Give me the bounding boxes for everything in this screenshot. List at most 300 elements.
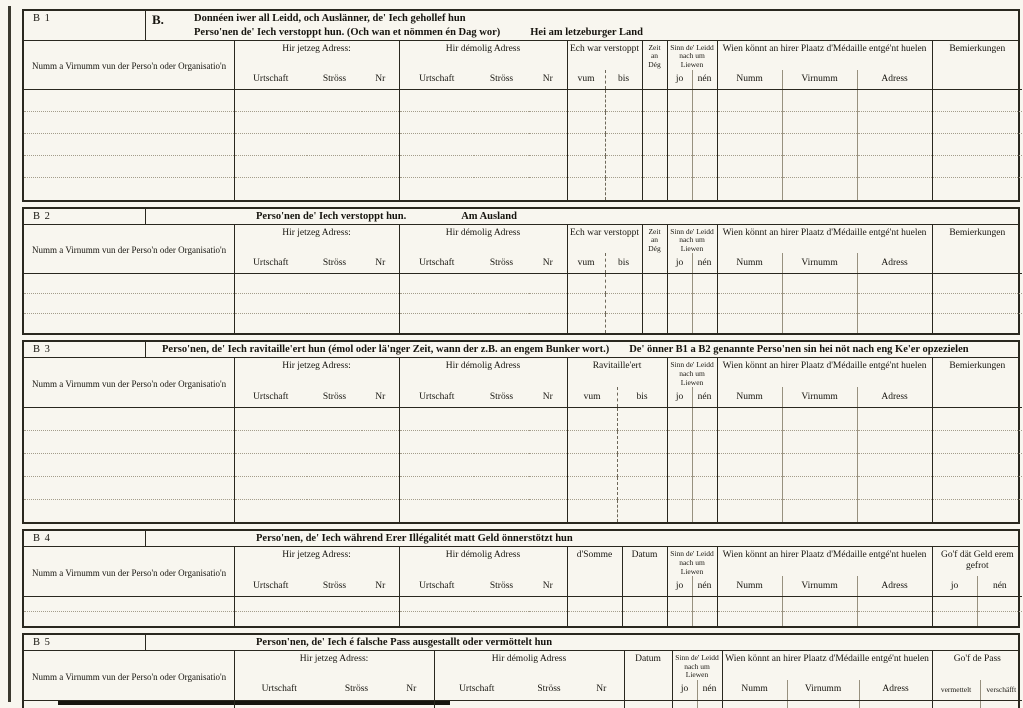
empty-cell [362,453,399,476]
col-header-jo: jo [667,253,692,273]
b3-table [24,358,1022,522]
col-header-alive: Sinn de' Leidd nach um Liewen [667,41,717,70]
b2-table [24,225,1022,334]
empty-cell [24,134,234,156]
b1-group-header-row [24,41,1022,70]
empty-cell [324,700,389,708]
empty-cell [667,476,692,499]
col-header-current-address: Hir jetzeg Adress: [234,41,399,70]
empty-cell [667,453,692,476]
col-header-urtschaft: Urtschaft [234,387,307,407]
col-header-zeit-an-deg: Zeit an Dég [642,225,667,274]
empty-cell [857,453,932,476]
empty-cell [977,596,1022,611]
empty-cell [717,178,782,200]
col-header-alive: Sinn de' Leidd nach um Liewen [667,225,717,254]
empty-cell [474,596,529,611]
empty-cell [362,430,399,453]
col-header-alive: Sinn de' Leidd nach um Liewen [667,358,717,387]
table-row [24,90,1022,112]
empty-cell [932,407,1022,430]
empty-cell [529,313,567,333]
table-row [24,178,1022,200]
col-header-stross: Ströss [307,70,362,90]
col-header-medal: Wien könnt an hirer Plaatz d'Médaille entgé'nt huelen [717,547,932,576]
col-header-virnumm: Virnumm [782,576,857,596]
b3-group-header-row [24,358,1022,387]
empty-cell [782,90,857,112]
col-header-jo: jo [672,680,697,700]
empty-cell [932,293,1022,313]
empty-cell [529,178,567,200]
empty-cell [692,178,717,200]
col-header-nr: Nr [389,680,434,700]
empty-cell [474,112,529,134]
empty-cell [234,700,324,708]
empty-cell [234,430,307,453]
empty-cell [24,499,234,522]
empty-cell [692,90,717,112]
empty-cell [529,293,567,313]
col-header-current-address: Hir jetzeg Adress: [234,547,399,576]
col-header-hidden-period: Ech war verstoppt [567,41,642,70]
empty-cell [399,134,474,156]
empty-cell [782,407,857,430]
empty-cell [782,273,857,293]
empty-cell [857,313,932,333]
empty-cell [567,499,617,522]
col-header-urtschaft: Urtschaft [434,680,519,700]
empty-cell [24,273,234,293]
col-header-numm: Numm [717,387,782,407]
empty-cell [692,313,717,333]
col-header-nr: Nr [362,576,399,596]
empty-cell [567,476,617,499]
section-b5-title: Person'nen, de' Iech é falsche Pass ausgestallt oder vermöttelt hun [256,637,553,649]
empty-cell [399,293,474,313]
empty-cell [980,700,1022,708]
empty-cell [692,134,717,156]
col-header-nen: nén [692,253,717,273]
table-row [24,611,1022,626]
col-header-former-address: Hir démolig Adress [399,547,567,576]
section-b1-header [24,11,1018,41]
empty-cell [692,293,717,313]
empty-cell [642,293,667,313]
col-header-name: Numm a Virnumm vun der Perso'n oder Organisatio'n [32,567,227,578]
col-header-former-address: Hir démolig Adress [399,41,567,70]
b4-group-header-row [24,547,1022,576]
section-b1 [22,9,1020,202]
empty-cell [529,596,567,611]
empty-cell [567,596,622,611]
empty-cell [932,273,1022,293]
empty-cell [399,407,474,430]
col-header-bis: bis [605,70,642,90]
col-header-nr: Nr [362,70,399,90]
empty-cell [307,178,362,200]
empty-cell [519,700,579,708]
empty-cell [474,178,529,200]
col-header-virnumm: Virnumm [782,70,857,90]
empty-cell [399,313,474,333]
col-header-nen: nén [697,680,722,700]
table-row [24,453,1022,476]
empty-cell [362,90,399,112]
table-row [24,700,1022,708]
col-header-adress: Adress [857,253,932,273]
empty-cell [307,611,362,626]
empty-cell [529,430,567,453]
empty-cell [642,273,667,293]
empty-cell [605,156,642,178]
col-header-urtschaft: Urtschaft [399,70,474,90]
col-header-urtschaft: Urtschaft [399,253,474,273]
empty-cell [307,293,362,313]
empty-cell [782,112,857,134]
empty-cell [24,700,234,708]
empty-cell [782,499,857,522]
empty-cell [362,611,399,626]
section-b1-title-right: Hei am letzeburger Land [530,26,643,38]
col-header-vermettelt: vermettelt [932,680,980,700]
b4-rows [24,596,1022,626]
col-header-adress: Adress [857,387,932,407]
empty-cell [307,273,362,293]
empty-cell [362,112,399,134]
empty-cell [234,112,307,134]
col-header-current-address: Hir jetzeg Adress: [234,651,434,680]
section-b2-header [24,209,1018,225]
empty-cell [362,273,399,293]
empty-cell [234,476,307,499]
empty-cell [389,700,434,708]
empty-cell [857,476,932,499]
empty-cell [24,596,234,611]
col-header-name: Numm a Virnumm vun der Perso'n oder Organisatio'n [32,61,227,72]
empty-cell [362,178,399,200]
empty-cell [932,430,1022,453]
empty-cell [234,273,307,293]
empty-cell [717,476,782,499]
col-header-bis: bis [605,253,642,273]
empty-cell [692,407,717,430]
col-header-nr: Nr [362,387,399,407]
empty-cell [667,134,692,156]
empty-cell [932,178,1022,200]
empty-cell [567,407,617,430]
col-header-nr: Nr [362,253,399,273]
empty-cell [529,499,567,522]
b5-rows [24,700,1022,708]
empty-cell [234,293,307,313]
col-header-medal: Wien könnt an hirer Plaatz d'Médaille entgé'nt huelen [717,41,932,70]
empty-cell [529,453,567,476]
table-row [24,293,1022,313]
empty-cell [642,134,667,156]
col-header-remarks: Bemierkungen [932,225,1022,274]
col-header-stross: Ströss [307,576,362,596]
empty-cell [567,112,605,134]
empty-cell [624,700,672,708]
empty-cell [567,313,605,333]
col-header-current-address: Hir jetzeg Adress: [234,358,399,387]
col-header-stross: Ströss [324,680,389,700]
empty-cell [857,611,932,626]
section-id-b1: B 1 [24,11,146,40]
empty-cell [622,611,667,626]
table-row [24,134,1022,156]
col-header-name: Numm a Virnumm vun der Perso'n oder Organisatio'n [32,671,227,682]
table-row [24,313,1022,333]
b4-table [24,547,1022,626]
empty-cell [667,273,692,293]
empty-cell [474,134,529,156]
empty-cell [234,499,307,522]
empty-cell [362,407,399,430]
table-row [24,430,1022,453]
col-header-datum: Datum [624,651,672,700]
section-b5 [22,633,1020,708]
empty-cell [717,313,782,333]
empty-cell [857,90,932,112]
col-header-numm: Numm [722,680,787,700]
col-header-former-address: Hir démolig Adress [399,225,567,254]
empty-cell [307,499,362,522]
empty-cell [234,178,307,200]
empty-cell [859,700,932,708]
section-b2-title: Perso'nen de' Iech verstoppt hun. [256,210,407,222]
empty-cell [307,407,362,430]
col-header-stross: Ströss [307,387,362,407]
col-header-urtschaft: Urtschaft [399,576,474,596]
section-b3 [22,340,1020,524]
empty-cell [399,273,474,293]
col-header-former-address: Hir démolig Adress [399,358,567,387]
empty-cell [234,90,307,112]
empty-cell [692,273,717,293]
empty-cell [567,611,622,626]
empty-cell [529,134,567,156]
col-header-zeit-an-deg: Zeit an Dég [642,41,667,90]
empty-cell [605,112,642,134]
empty-cell [642,112,667,134]
empty-cell [605,273,642,293]
empty-cell [717,453,782,476]
empty-cell [399,156,474,178]
empty-cell [932,611,977,626]
table-row [24,407,1022,430]
empty-cell [717,134,782,156]
b1-table [24,41,1022,200]
empty-cell [24,313,234,333]
empty-cell [399,178,474,200]
scan-edge-artifact [8,6,11,702]
empty-cell [529,476,567,499]
empty-cell [932,499,1022,522]
empty-cell [399,499,474,522]
empty-cell [362,156,399,178]
empty-cell [782,611,857,626]
empty-cell [667,407,692,430]
empty-cell [567,156,605,178]
empty-cell [24,156,234,178]
empty-cell [605,178,642,200]
empty-cell [667,156,692,178]
empty-cell [234,407,307,430]
empty-cell [717,293,782,313]
empty-cell [307,112,362,134]
empty-cell [717,430,782,453]
empty-cell [667,90,692,112]
col-header-name: Numm a Virnumm vun der Perso'n oder Organisatio'n [32,245,227,256]
section-b1-titles [194,11,643,40]
empty-cell [307,453,362,476]
empty-cell [667,499,692,522]
empty-cell [434,700,519,708]
col-header-vum: vum [567,387,617,407]
empty-cell [399,453,474,476]
empty-cell [24,407,234,430]
col-header-numm: Numm [717,576,782,596]
empty-cell [642,156,667,178]
empty-cell [932,596,977,611]
empty-cell [932,700,980,708]
col-header-urtschaft: Urtschaft [234,680,324,700]
b2-rows [24,273,1022,333]
empty-cell [234,596,307,611]
empty-cell [642,178,667,200]
empty-cell [667,611,692,626]
col-header-adress: Adress [857,70,932,90]
empty-cell [932,134,1022,156]
empty-cell [399,476,474,499]
col-header-medal: Wien könnt an hirer Plaatz d'Médaille entgé'nt huelen [717,225,932,254]
col-header-remarks: Bemierkungen [932,41,1022,90]
empty-cell [605,90,642,112]
empty-cell [692,596,717,611]
empty-cell [617,453,667,476]
col-header-urtschaft: Urtschaft [234,70,307,90]
empty-cell [24,430,234,453]
empty-cell [857,178,932,200]
empty-cell [642,313,667,333]
empty-cell [667,313,692,333]
b5-group-header-row [24,651,1022,680]
empty-cell [722,700,787,708]
empty-cell [529,407,567,430]
empty-cell [567,273,605,293]
section-b1-title-line2-text: Perso'nen de' Iech verstoppt hun. (Och wan et nömmen én Dag wor) [194,26,501,38]
empty-cell [567,293,605,313]
col-header-nen: nén [692,576,717,596]
col-header-stross: Ströss [307,253,362,273]
col-header-stross: Ströss [474,387,529,407]
section-b1-title-line2 [194,26,643,40]
empty-cell [474,273,529,293]
col-header-virnumm: Virnumm [782,253,857,273]
empty-cell [782,453,857,476]
col-header-numm: Numm [717,70,782,90]
empty-cell [672,700,697,708]
empty-cell [782,596,857,611]
col-header-nr: Nr [529,70,567,90]
empty-cell [717,112,782,134]
empty-cell [857,273,932,293]
empty-cell [307,156,362,178]
empty-cell [857,112,932,134]
empty-cell [24,293,234,313]
col-header-remarks: Bemierkungen [932,358,1022,407]
empty-cell [617,476,667,499]
col-header-jo: jo [667,576,692,596]
empty-cell [24,453,234,476]
empty-cell [362,596,399,611]
b2-group-header-row [24,225,1022,254]
col-header-virnumm: Virnumm [782,387,857,407]
table-row [24,273,1022,293]
col-header-nr: Nr [529,387,567,407]
empty-cell [399,112,474,134]
table-row [24,156,1022,178]
col-header-stross: Ströss [474,253,529,273]
empty-cell [529,90,567,112]
empty-cell [787,700,859,708]
empty-cell [857,499,932,522]
empty-cell [474,156,529,178]
col-header-urtschaft: Urtschaft [234,576,307,596]
empty-cell [717,499,782,522]
empty-cell [605,293,642,313]
empty-cell [782,156,857,178]
empty-cell [567,453,617,476]
col-header-nr: Nr [529,253,567,273]
empty-cell [234,156,307,178]
empty-cell [474,293,529,313]
section-b-marker: B. [152,12,164,27]
col-header-bis: bis [617,387,667,407]
col-header-hidden-period: Ech war verstoppt [567,225,642,254]
empty-cell [667,178,692,200]
empty-cell [782,293,857,313]
empty-cell [529,273,567,293]
empty-cell [474,611,529,626]
empty-cell [362,476,399,499]
col-header-adress: Adress [859,680,932,700]
section-id-b2: B 2 [24,209,146,224]
col-header-medal: Wien könnt an hirer Plaatz d'Médaille entgé'nt huelen [722,651,932,680]
col-header-nr: Nr [529,576,567,596]
section-b4-title: Perso'nen, de' Iech während Erer Illégalitét matt Geld önnerstötzt hun [256,533,573,545]
empty-cell [474,313,529,333]
empty-cell [24,611,234,626]
empty-cell [474,476,529,499]
empty-cell [717,611,782,626]
empty-cell [567,178,605,200]
empty-cell [362,313,399,333]
empty-cell [932,112,1022,134]
empty-cell [567,134,605,156]
col-header-vum: vum [567,70,605,90]
empty-cell [399,430,474,453]
col-header-money-jo: jo [932,576,977,596]
empty-cell [642,90,667,112]
col-header-pass-given: Go'f de Pass [932,651,1022,680]
empty-cell [474,90,529,112]
col-header-money-nen: nén [977,576,1022,596]
empty-cell [234,611,307,626]
empty-cell [857,430,932,453]
